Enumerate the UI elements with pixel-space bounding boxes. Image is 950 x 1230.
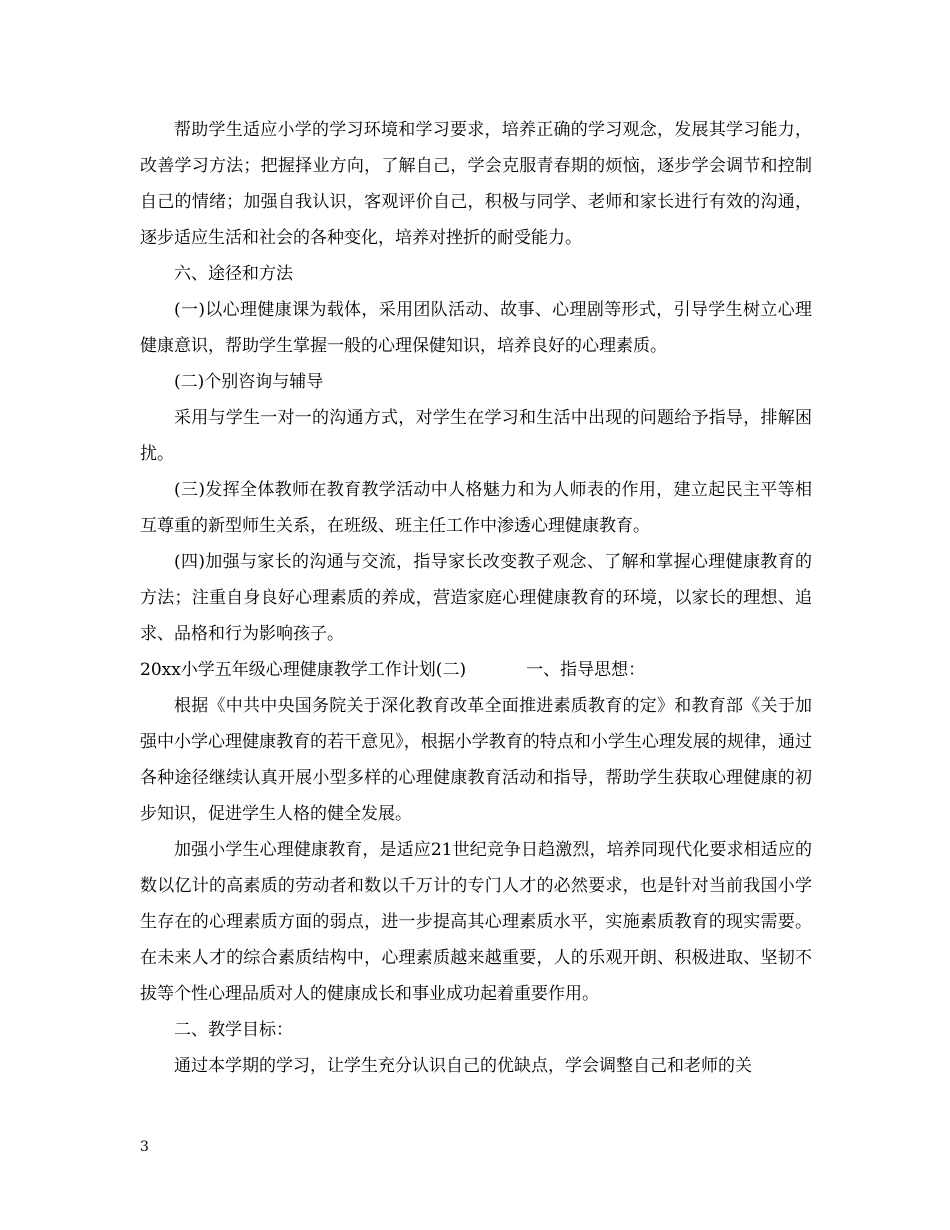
- paragraph-method-1: (一)以心理健康课为载体，采用团队活动、故事、心理剧等形式，引导学生树立心理健康意识，帮助学生掌握一般的心理保健知识，培养良好的心理素质。: [140, 300, 812, 356]
- section-heading-methods: 六、途径和方法: [174, 264, 293, 284]
- paragraph-goals-body: 通过本学期的学习，让学生充分认识自己的优缺点，学会调整自己和老师的关: [174, 1056, 752, 1076]
- document-body: [140, 112, 812, 1084]
- paragraph-policy-basis: 根据《中共中央国务院关于深化教育改革全面推进素质教育的定》和教育部《关于加强中小学心理健康教育的若干意见》，根据小学教育的特点和小学生心理发展的规律，通过各种途径继续认真开展小型多样的心理健康教育活动和指导，帮助学生获取心理健康的初步知识，促进学生人格的健全发展。: [140, 696, 812, 824]
- plan-title: 20xx小学五年级心理健康教学工作计划(二): [140, 660, 467, 680]
- paragraph-learning-adaptation: 帮助学生适应小学的学习环境和学习要求，培养正确的学习观念，发展其学习能力，改善学习方法；把握择业方向，了解自己，学会克服青春期的烦恼，逐步学会调节和控制自己的情绪；加强自我认识，客观评价自己，积极与同学、老师和家长进行有效的沟通，逐步适应生活和社会的各种变化，培养对挫折的耐受能力。: [140, 120, 812, 248]
- page-number: 3: [140, 1139, 149, 1155]
- section-heading-teaching-goals: 二、教学目标：: [174, 1020, 293, 1040]
- paragraph-method-4: (四)加强与家长的沟通与交流，指导家长改变教子观念、了解和掌握心理健康教育的方法；注重自身良好心理素质的养成，营造家庭心理健康教育的环境，以家长的理想、追求、品格和行为影响孩子。: [140, 552, 812, 644]
- paragraph-method-2-body: 采用与学生一对一的沟通方式，对学生在学习和生活中出现的问题给予指导，排解困扰。: [140, 408, 812, 464]
- paragraph-method-2-heading: (二)个别咨询与辅导: [174, 372, 324, 392]
- paragraph-method-3: (三)发挥全体教师在教育教学活动中人格魅力和为人师表的作用，建立起民主平等相互尊重的新型师生关系，在班级、班主任工作中渗透心理健康教育。: [140, 480, 812, 536]
- paragraph-importance: 加强小学生心理健康教育，是适应21世纪竞争日趋激烈，培养同现代化要求相适应的数以亿计的高素质的劳动者和数以千万计的专门人才的必然要求，也是针对当前我国小学生存在的心理素质方面的弱点，进一步提高其心理素质水平，实施素质教育的现实需要。在未来人才的综合素质结构中，心理素质越来越重要，人的乐观开朗、积极进取、坚韧不拔等个性心理品质对人的健康成长和事业成功起着重要作用。: [140, 840, 812, 1004]
- plan-title-line: [140, 652, 812, 688]
- section-heading-guiding-thought: 一、指导思想：: [526, 660, 646, 680]
